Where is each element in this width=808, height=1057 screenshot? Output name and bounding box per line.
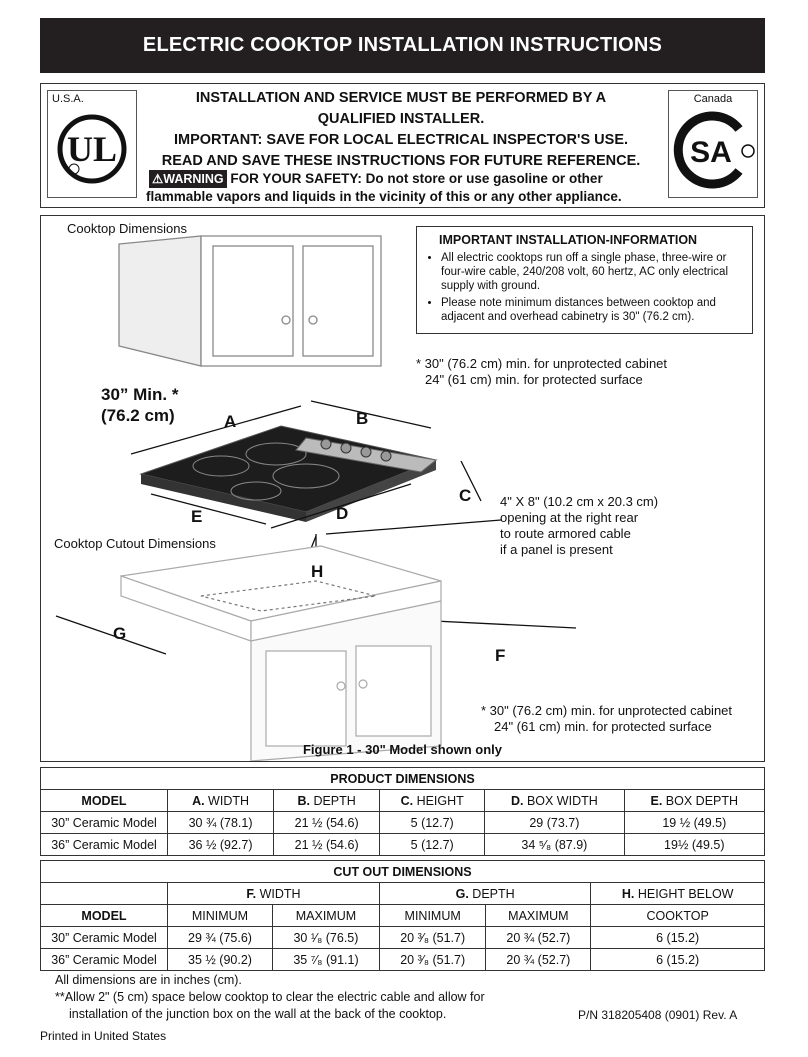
table-cell: 36 ½ (92.7) — [168, 834, 274, 856]
cabinet-note-2 — [481, 703, 732, 735]
overhead-cabinet — [119, 236, 381, 366]
ul-logo-text: UL — [66, 129, 118, 169]
cabinet-note-1-line-1: * 30" (76.2 cm) min. for unprotected cabinet — [416, 356, 668, 371]
table-row — [41, 949, 765, 971]
warning-line — [146, 170, 656, 206]
csa-logo-icon — [669, 107, 757, 193]
dimension-letter-b: B — [356, 409, 369, 428]
dimension-letter-d: D — [336, 504, 349, 523]
table-cell: 29 ¾ (75.6) — [168, 927, 273, 949]
table-row — [41, 834, 765, 856]
cooktop-dimensions-label: Cooktop Dimensions — [67, 221, 187, 236]
empty-header-cell — [41, 883, 168, 905]
header-g-minimum: MINIMUM — [379, 905, 485, 927]
dimension-letter-a: A — [224, 412, 237, 431]
header-f-width: F. WIDTH — [168, 883, 380, 905]
table-cell: 20 ³⁄₈ (51.7) — [379, 927, 485, 949]
dimension-letter-f: F — [495, 646, 506, 665]
table-cell: 30 ¹⁄₈ (76.5) — [272, 927, 379, 949]
dimension-letter-g: G — [113, 624, 127, 643]
cabinet-note-2-line-1: * 30" (76.2 cm) min. for unprotected cabinet — [481, 703, 733, 718]
notice-line-2: QUALIFIED INSTALLER. — [317, 111, 485, 127]
printed-in: Printed in United States — [40, 1029, 167, 1043]
header-f-minimum: MINIMUM — [168, 905, 273, 927]
product-table-title: PRODUCT DIMENSIONS — [41, 768, 765, 790]
part-number: P/N 318205408 (0901) Rev. A — [578, 1008, 738, 1022]
table-cell: 20 ¾ (52.7) — [486, 949, 591, 971]
table-cell: 29 (73.7) — [485, 812, 624, 834]
info-title: IMPORTANT INSTALLATION-INFORMATION — [439, 233, 698, 247]
header-h-cooktop: COOKTOP — [591, 905, 765, 927]
header-f-maximum: MAXIMUM — [272, 905, 379, 927]
diagram-box — [40, 215, 765, 762]
warning-badge-text: WARNING — [163, 172, 224, 186]
opening-note-line-3: to route armored cable — [500, 526, 631, 541]
header-d: D. BOX WIDTH — [485, 790, 624, 812]
footer-note-2-line-2: installation of the junction box on the wall at the back of the cooktop. — [69, 1007, 447, 1021]
footer-note-2-line-1: **Allow 2" (5 cm) space below cooktop to clear the electric cable and allow for — [55, 990, 485, 1004]
header-g-depth: G. DEPTH — [379, 883, 590, 905]
table-cell: 6 (15.2) — [591, 949, 765, 971]
document-title: ELECTRIC COOKTOP INSTALLATION INSTRUCTIONS — [40, 18, 765, 73]
header-b: B. DEPTH — [274, 790, 380, 812]
opening-note-line-4: if a panel is present — [500, 542, 613, 557]
header-g-maximum: MAXIMUM — [486, 905, 591, 927]
table-cell: 34 ⁵⁄₈ (87.9) — [485, 834, 624, 856]
table-cell: 35 ⁷⁄₈ (91.1) — [272, 949, 379, 971]
info-bullet: • Please note minimum distances between cooktop and adjacent and overhead cabinetry is 30" (76.2 cm). — [441, 296, 752, 324]
header-c: C. HEIGHT — [380, 790, 485, 812]
dimension-letter-h: H — [311, 562, 324, 581]
table-cell: 30” Ceramic Model — [41, 812, 168, 834]
min-clearance-line-2: (76.2 cm) — [101, 406, 175, 425]
warning-triangle-icon: ⚠ — [152, 172, 164, 186]
dimension-letter-e: E — [191, 507, 203, 526]
header-box — [40, 83, 765, 208]
header-e: E. BOX DEPTH — [624, 790, 764, 812]
cutout-dimensions-table — [40, 860, 765, 971]
warning-badge — [149, 170, 227, 188]
table-cell: 36” Ceramic Model — [41, 834, 168, 856]
header-model: MODEL — [41, 905, 168, 927]
cooktop-illustration — [41, 216, 764, 761]
footer-note-1: All dimensions are in inches (cm). — [55, 973, 242, 987]
cutout-table-title: CUT OUT DIMENSIONS — [41, 861, 765, 883]
info-bullet: • All electric cooktops run off a single phase, three-wire or four-wire cable, 240/208 volt, 60 hertz, AC only electrical supply with ground. — [441, 251, 752, 293]
footer-notes — [55, 972, 485, 1023]
ul-logo-icon — [48, 107, 136, 193]
product-table-header — [41, 790, 765, 812]
table-cell: 30” Ceramic Model — [41, 927, 168, 949]
countertop-drawing — [121, 546, 441, 761]
table-cell: 36” Ceramic Model — [41, 949, 168, 971]
header-model: MODEL — [41, 790, 168, 812]
table-row — [41, 927, 765, 949]
table-cell: 20 ¾ (52.7) — [486, 927, 591, 949]
table-cell: 6 (15.2) — [591, 927, 765, 949]
product-dimensions-table — [40, 767, 765, 856]
table-cell: 5 (12.7) — [380, 834, 485, 856]
cooktop-drawing — [141, 426, 436, 522]
notice-line-4: READ AND SAVE THESE INSTRUCTIONS FOR FUTURE REFERENCE. — [161, 153, 641, 169]
canada-label: Canada — [693, 93, 733, 105]
min-clearance-label — [101, 384, 178, 426]
csa-logo-box — [668, 90, 758, 198]
table-cell: 30 ¾ (78.1) — [168, 812, 274, 834]
table-cell: 5 (12.7) — [380, 812, 485, 834]
usa-label: U.S.A. — [52, 93, 84, 105]
notice-line-3: IMPORTANT: SAVE FOR LOCAL ELECTRICAL INSPECTOR'S USE. — [173, 132, 629, 148]
header-h-height: H. HEIGHT BELOW — [591, 883, 765, 905]
cabinet-note-2-line-2: 24" (61 cm) min. for protected surface — [494, 719, 712, 734]
opening-note-line-1: 4" X 8" (10.2 cm x 20.3 cm) — [500, 494, 659, 509]
table-cell: 19½ (49.5) — [624, 834, 764, 856]
header-a: A. WIDTH — [168, 790, 274, 812]
cutout-table-sub-header — [41, 905, 765, 927]
opening-note-line-2: opening at the right rear — [500, 510, 639, 525]
cutout-table-group-header — [41, 883, 765, 905]
table-cell: 35 ½ (90.2) — [168, 949, 273, 971]
table-cell: 21 ½ (54.6) — [274, 834, 380, 856]
table-row — [41, 812, 765, 834]
cutout-dimensions-label: Cooktop Cutout Dimensions — [54, 536, 216, 551]
opening-note — [500, 494, 658, 558]
cabinet-note-1-line-2: 24" (61 cm) min. for protected surface — [425, 372, 643, 387]
figure-caption: Figure 1 - 30" Model shown only — [302, 742, 503, 757]
dimension-letter-c: C — [459, 486, 472, 505]
notice-line-1: INSTALLATION AND SERVICE MUST BE PERFORMED BY A — [195, 90, 607, 106]
table-cell: 21 ½ (54.6) — [274, 812, 380, 834]
cabinet-note-1 — [416, 356, 667, 388]
csa-logo-text: SA — [690, 136, 732, 169]
warning-text: FOR YOUR SAFETY: Do not store or use gasoline or other flammable vapors and liquids in the vicinity of this or any other appliance. — [146, 171, 622, 204]
table-cell: 20 ³⁄₈ (51.7) — [379, 949, 485, 971]
min-clearance-line-1: 30” Min. * — [101, 385, 179, 404]
ul-logo-box — [47, 90, 137, 198]
table-cell: 19 ½ (49.5) — [624, 812, 764, 834]
installation-notice — [146, 88, 656, 172]
